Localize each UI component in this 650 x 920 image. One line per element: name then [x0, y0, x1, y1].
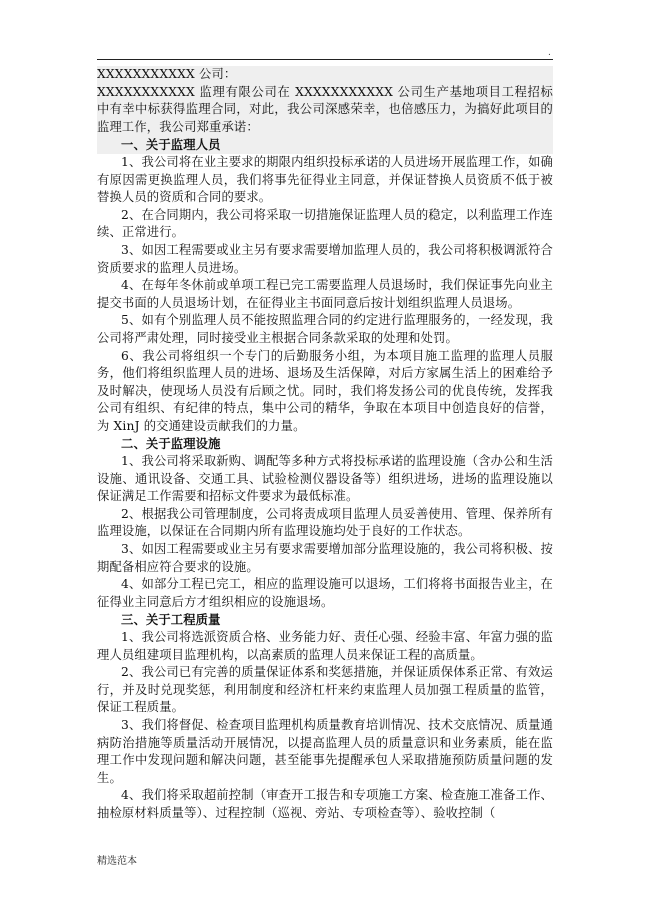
header-rule	[97, 59, 553, 60]
paragraph: 4、我们将采取超前控制（审查开工报告和专项施工方案、检查施工准备工作、抽检原材料质量等）、过程控制（巡视、旁站、专项检查等）、验收控制（	[97, 788, 553, 820]
paragraph: 5、如有个别监理人员不能按照监理合同的约定进行监理服务的，一经发现，我公司将严肃处理，同时接受业主根据合同条款采取的处理和处罚。	[97, 313, 553, 345]
paragraph: 2、我公司已有完善的质量保证体系和奖惩措施，并保证质保体系正常、有效运行，并及时兑现奖惩，利用制度和经济杠杆来约束监理人员加强工程质量的监管，保证工程质量。	[97, 665, 553, 715]
section-heading: 三、关于工程质量	[121, 612, 221, 628]
paragraph: 1、我公司将采取新购、调配等多种方式将投标承诺的监理设施（含办公和生活设施、通讯设备、交通工具、试验检测仪器设备等）组织进场，进场的监理设施以保证满足工作需要和招标文件要求为最低标准。	[97, 454, 553, 504]
page-footer: 精选范本	[97, 856, 137, 867]
paragraph: XXXXXXXXXXX 监理有限公司在 XXXXXXXXXXX 公司生产基地项目工程招标中有幸中标获得监理合同，对此，我公司深感荣幸，也倍感压力，为搞好此项目的监理工作，我公司郑重承诺：	[97, 84, 553, 137]
paragraph: 3、我们将督促、检查项目监理机构质量教育培训情况、技术交底情况、质量通病防治措施等质量活动开展情况，以提高监理人员的质量意识和业务素质，能在监理工作中发现问题和解决问题，甚至能事先提醒承包人采取措施预防质量问题的发生。	[97, 717, 553, 785]
paragraph: 2、根据我公司管理制度，公司将责成项目监理人员妥善使用、管理、保养所有监理设施，以保证在合同期内所有监理设施均处于良好的工作状态。	[97, 506, 553, 539]
paragraph: 1、我公司将在业主要求的期限内组织投标承诺的人员进场开展监理工作，如确有原因需更换监理人员，我们将事先征得业主同意，并保证替换人员资质不低于被替换人员的资质和合同的要求。	[97, 154, 553, 205]
document-body	[97, 66, 553, 823]
paragraph: 2、在合同期内，我公司将采取一切措施保证监理人员的稳定，以利监理工作连续、正常进行。	[97, 207, 553, 240]
paragraph: 3、如因工程需要或业主另有要求需要增加部分监理设施的，我公司将积极、按期配备相应符合要求的设施。	[97, 542, 553, 574]
header-mark: .	[548, 48, 551, 58]
paragraph: 3、如因工程需要或业主另有要求需要增加监理人员的，我公司将积极调派符合资质要求的监理人员进场。	[97, 242, 553, 275]
section-heading: 二、关于监理设施	[121, 436, 221, 452]
paragraph: XXXXXXXXXXX 公司：	[97, 66, 553, 84]
paragraph: 6、我公司将组织一个专门的后勤服务小组，为本项目施工监理的监理人员服务，他们将组织监理人员的进场、退场及生活保障，对后方家属生活上的困难给予及时解决，使现场人员没有后顾之忧。同时，我们将发扬公司的优良传统，发挥我公司有组织、有纪律的特点，集中公司的精华，争取在本项目中创造良好的信誉，为 XinJ 的交通建设贡献我们的力量。	[97, 348, 553, 433]
paragraph: 1、我公司将选派资质合格、业务能力好、责任心强、经验丰富、年富力强的监理人员组建项目监理机构，以高素质的监理人员来保证工程的高质量。	[97, 630, 553, 662]
paragraph: 4、在每年冬休前或单项工程已完工需要监理人员退场时，我们保证事先向业主提交书面的人员退场计划，在征得业主书面同意后按计划组织监理人员退场。	[97, 278, 553, 310]
paragraph: 4、如部分工程已完工，相应的监理设施可以退场，工们将将书面报告业主，在征得业主同意后方才组织相应的设施退场。	[97, 577, 553, 609]
section-heading: 一、关于监理人员	[97, 136, 553, 154]
